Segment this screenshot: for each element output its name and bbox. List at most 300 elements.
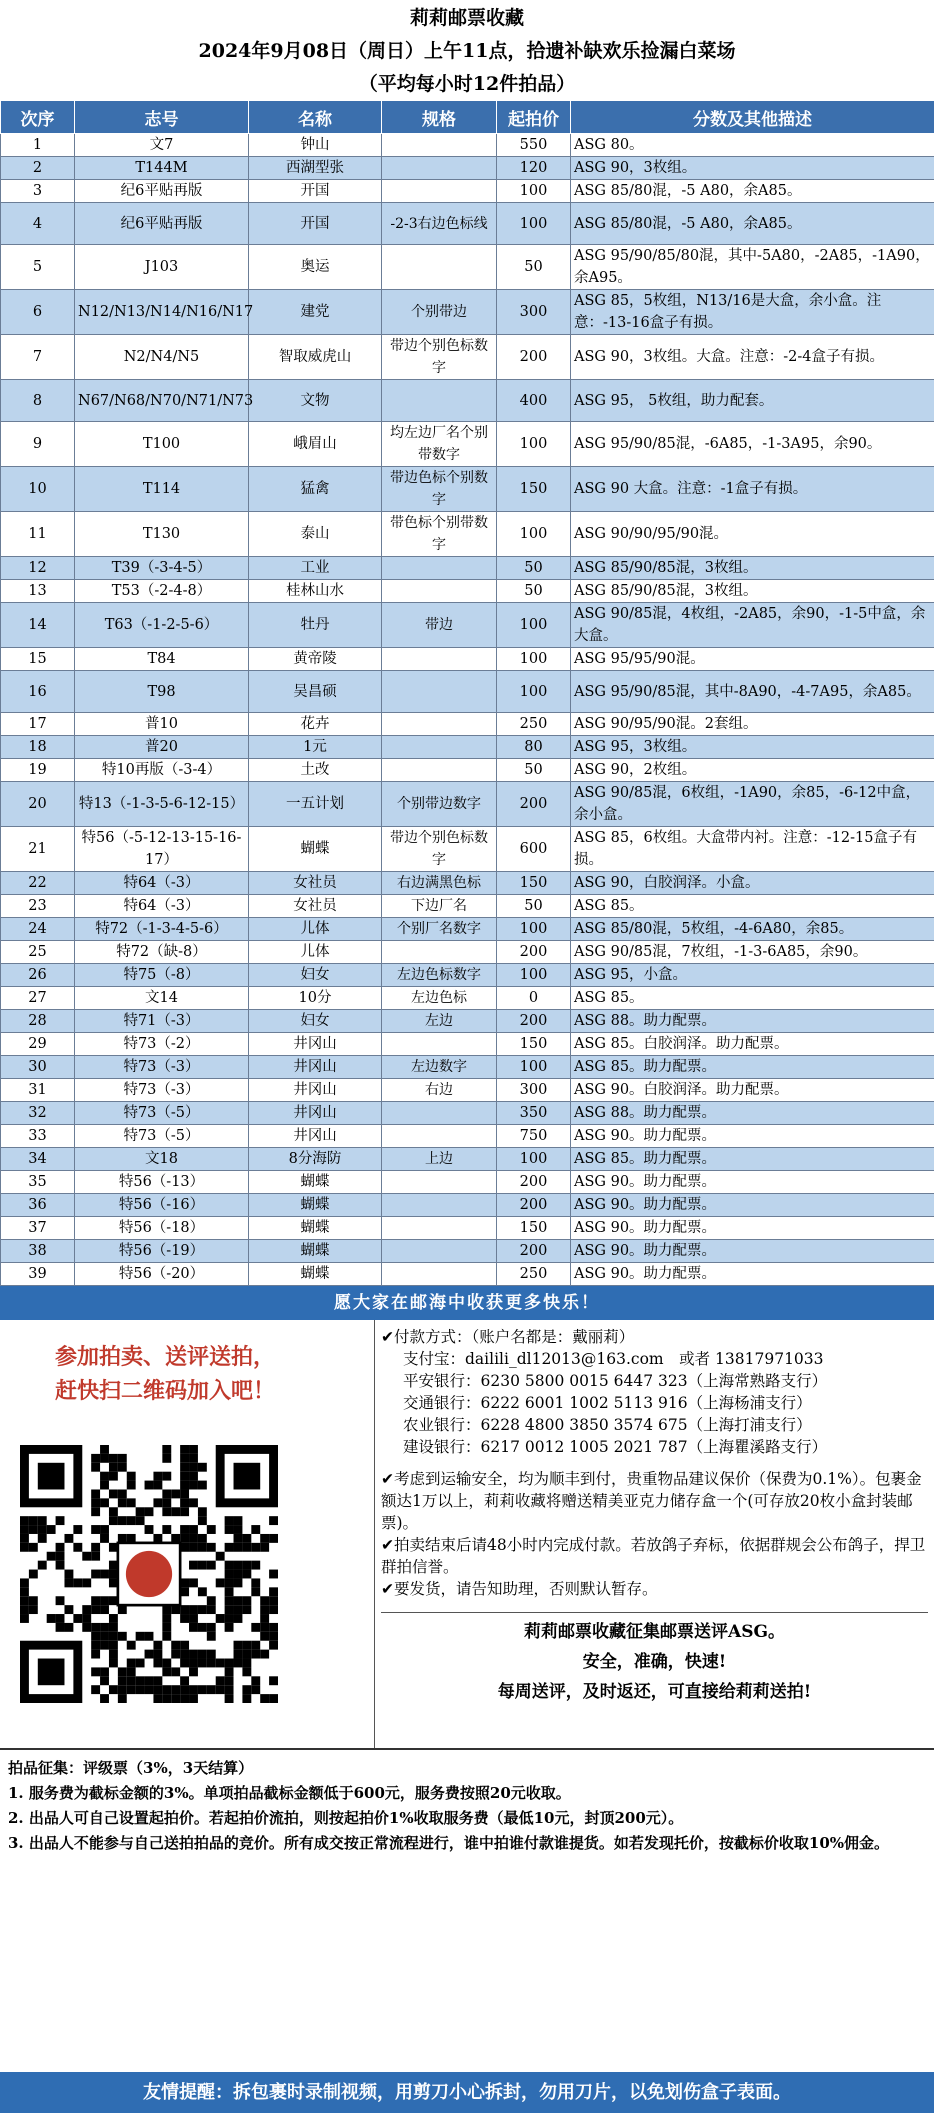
cell-name: 蝴蝶 [249, 1263, 382, 1286]
cell-code: 特73（-5） [75, 1102, 249, 1125]
cell-name: 女社员 [249, 895, 382, 918]
cell-desc: ASG 90。助力配票。 [571, 1263, 934, 1286]
cell-code: 特56（-13） [75, 1171, 249, 1194]
cell-code: 特73（-2） [75, 1033, 249, 1056]
cell-index: 31 [1, 1079, 75, 1102]
cell-index: 4 [1, 203, 75, 245]
cell-index: 37 [1, 1217, 75, 1240]
cell-code: 特64（-3） [75, 872, 249, 895]
table-row [1, 671, 934, 713]
cell-price: 300 [497, 1079, 571, 1102]
cell-desc: ASG 90/85混，7枚组，-1-3-6A85，余90。 [571, 941, 934, 964]
cell-desc: ASG 90，3枚组。大盒。注意：-2-4盒子有损。 [571, 335, 934, 380]
cell-price: 400 [497, 380, 571, 422]
cell-index: 38 [1, 1240, 75, 1263]
cell-index: 12 [1, 557, 75, 580]
cell-index: 9 [1, 422, 75, 467]
cell-index: 6 [1, 290, 75, 335]
cell-desc: ASG 88。助力配票。 [571, 1010, 934, 1033]
auction-subtitle: （平均每小时12件拍品） [358, 73, 576, 95]
col-name: 名称 [249, 101, 382, 134]
cell-code: 特56（-20） [75, 1263, 249, 1286]
cell-spec [382, 736, 497, 759]
cell-index: 1 [1, 134, 75, 157]
cell-code: 普10 [75, 713, 249, 736]
cell-index: 39 [1, 1263, 75, 1286]
cell-code: T53（-2-4-8） [75, 580, 249, 603]
cell-code: T84 [75, 648, 249, 671]
cell-desc: ASG 90。助力配票。 [571, 1240, 934, 1263]
payment-title: ✔付款方式：（账户名都是：戴丽莉） [381, 1328, 635, 1346]
cell-index: 26 [1, 964, 75, 987]
cell-index: 14 [1, 603, 75, 648]
cell-code: N2/N4/N5 [75, 335, 249, 380]
cell-spec: 带边个别色标数字 [382, 827, 497, 872]
cell-index: 11 [1, 512, 75, 557]
cell-name: 文物 [249, 380, 382, 422]
cell-index: 32 [1, 1102, 75, 1125]
rules-section [0, 1750, 934, 1862]
table-row [1, 1171, 934, 1194]
cell-spec [382, 180, 497, 203]
col-desc: 分数及其他描述 [571, 101, 934, 134]
cell-code: T100 [75, 422, 249, 467]
cell-name: 花卉 [249, 713, 382, 736]
cell-name: 1元 [249, 736, 382, 759]
cell-name: 泰山 [249, 512, 382, 557]
cell-name: 蝴蝶 [249, 1240, 382, 1263]
cell-spec [382, 134, 497, 157]
cell-index: 30 [1, 1056, 75, 1079]
cell-name: 黄帝陵 [249, 648, 382, 671]
cell-desc: ASG 85/80混，5枚组，-4-6A80，余85。 [571, 918, 934, 941]
cell-desc: ASG 85。助力配票。 [571, 1148, 934, 1171]
cell-price: 600 [497, 827, 571, 872]
cell-desc: ASG 85/80混，-5 A80，余A85。 [571, 180, 934, 203]
cell-spec: 左边数字 [382, 1056, 497, 1079]
cell-name: 蝴蝶 [249, 1194, 382, 1217]
table-row [1, 203, 934, 245]
cell-code: 特56（-19） [75, 1240, 249, 1263]
table-row [1, 987, 934, 1010]
friendly-tip: 友情提醒：拆包裹时录制视频，用剪刀小心拆封，勿用刀片，以免划伤盒子表面。 [0, 2072, 934, 2113]
cell-price: 100 [497, 512, 571, 557]
cell-price: 100 [497, 422, 571, 467]
cell-desc: ASG 85。白胶润泽。助力配票。 [571, 1033, 934, 1056]
cell-code: 文7 [75, 134, 249, 157]
table-row [1, 580, 934, 603]
cell-index: 35 [1, 1171, 75, 1194]
cell-name: 开国 [249, 203, 382, 245]
cell-price: 750 [497, 1125, 571, 1148]
cell-desc: ASG 85，5枚组，N13/16是大盒，余小盒。注意：-13-16盒子有损。 [571, 290, 934, 335]
cell-price: 150 [497, 872, 571, 895]
cell-desc: ASG 90/95/90混。2套组。 [571, 713, 934, 736]
cell-index: 15 [1, 648, 75, 671]
cell-name: 工业 [249, 557, 382, 580]
cell-price: 100 [497, 1056, 571, 1079]
cell-index: 10 [1, 467, 75, 512]
note-delivery: ✔要发货，请告知助理，否则默认暂存。 [381, 1580, 658, 1598]
table-row [1, 964, 934, 987]
table-row [1, 245, 934, 290]
rule-item: 2. 出品人可自己设置起拍价。若起拍价流拍，则按起拍价1%收取服务费（最低10元，封顶200元）。 [8, 1809, 684, 1827]
cell-desc: ASG 95，小盒。 [571, 964, 934, 987]
table-row [1, 648, 934, 671]
cell-name: 井冈山 [249, 1056, 382, 1079]
table-row [1, 380, 934, 422]
cell-price: 50 [497, 895, 571, 918]
cell-price: 100 [497, 180, 571, 203]
cell-desc: ASG 90，白胶润泽。小盒。 [571, 872, 934, 895]
cell-index: 19 [1, 759, 75, 782]
cell-spec: 带边色标个别数字 [382, 467, 497, 512]
cell-desc: ASG 85/90/85混，3枚组。 [571, 557, 934, 580]
payment-line: 农业银行：6228 4800 3850 3574 675（上海打浦支行） [403, 1416, 812, 1434]
table-row [1, 1125, 934, 1148]
cell-name: 猛禽 [249, 467, 382, 512]
cell-name: 10分 [249, 987, 382, 1010]
cell-spec [382, 1033, 497, 1056]
table-row [1, 1240, 934, 1263]
cell-code: 特73（-3） [75, 1079, 249, 1102]
cell-name: 土改 [249, 759, 382, 782]
cell-name: 牡丹 [249, 603, 382, 648]
cell-desc: ASG 85，6枚组。大盒带内衬。注意：-12-15盒子有损。 [571, 827, 934, 872]
cell-spec [382, 1263, 497, 1286]
cell-index: 33 [1, 1125, 75, 1148]
cell-index: 17 [1, 713, 75, 736]
table-row [1, 134, 934, 157]
table-row [1, 1102, 934, 1125]
note-payment-deadline: ✔拍卖结束后请48小时内完成付款。若放鸽子弃标，依据群规会公布鸽子，捍卫群拍信誉。 [381, 1536, 926, 1576]
col-spec: 规格 [382, 101, 497, 134]
cell-desc: ASG 85/90/85混，3枚组。 [571, 580, 934, 603]
table-row [1, 557, 934, 580]
cell-name: 钟山 [249, 134, 382, 157]
cell-price: 50 [497, 245, 571, 290]
cell-price: 200 [497, 1240, 571, 1263]
cell-spec: 上边 [382, 1148, 497, 1171]
table-row [1, 467, 934, 512]
header [0, 0, 934, 100]
cell-spec: -2-3右边色标线 [382, 203, 497, 245]
cell-name: 吴昌硕 [249, 671, 382, 713]
cell-name: 8分海防 [249, 1148, 382, 1171]
cell-index: 21 [1, 827, 75, 872]
cell-index: 23 [1, 895, 75, 918]
cell-desc: ASG 90/90/95/90混。 [571, 512, 934, 557]
table-row [1, 157, 934, 180]
cell-desc: ASG 90/85混，4枚组，-2A85，余90，-1-5中盒，余大盒。 [571, 603, 934, 648]
cell-desc: ASG 90，3枚组。 [571, 157, 934, 180]
cell-code: 特56（-18） [75, 1217, 249, 1240]
cell-desc: ASG 90。助力配票。 [571, 1194, 934, 1217]
cell-code: T144M [75, 157, 249, 180]
payment-line: 交通银行：6222 6001 1002 5113 916（上海杨浦支行） [403, 1394, 812, 1412]
cell-spec [382, 941, 497, 964]
table-row [1, 603, 934, 648]
cell-price: 200 [497, 1194, 571, 1217]
cell-spec: 均左边厂名个别带数字 [382, 422, 497, 467]
cell-desc: ASG 85。 [571, 987, 934, 1010]
cell-code: T63（-1-2-5-6） [75, 603, 249, 648]
cell-price: 50 [497, 759, 571, 782]
cell-name: 井冈山 [249, 1125, 382, 1148]
cell-desc: ASG 90，2枚组。 [571, 759, 934, 782]
table-row [1, 1148, 934, 1171]
cell-price: 300 [497, 290, 571, 335]
cell-name: 井冈山 [249, 1079, 382, 1102]
cell-name: 井冈山 [249, 1102, 382, 1125]
cell-index: 5 [1, 245, 75, 290]
cell-index: 3 [1, 180, 75, 203]
cell-index: 28 [1, 1010, 75, 1033]
cell-spec [382, 1125, 497, 1148]
cell-name: 开国 [249, 180, 382, 203]
cell-name: 儿体 [249, 941, 382, 964]
cell-code: 特13（-1-3-5-6-12-15） [75, 782, 249, 827]
note-shipping: ✔考虑到运输安全，均为顺丰到付，贵重物品建议保价（保费为0.1%）。包裹金额达1万以上，莉莉收藏将赠送精美亚克力储存盒一个(可存放20枚小盒封装邮票)。 [381, 1470, 922, 1532]
lot-table [0, 100, 934, 1286]
cell-spec [382, 671, 497, 713]
cell-name: 女社员 [249, 872, 382, 895]
cell-index: 13 [1, 580, 75, 603]
cell-index: 18 [1, 736, 75, 759]
table-row [1, 1033, 934, 1056]
cell-price: 200 [497, 335, 571, 380]
cell-desc: ASG 80。 [571, 134, 934, 157]
cell-desc: ASG 90。白胶润泽。助力配票。 [571, 1079, 934, 1102]
cell-code: 特71（-3） [75, 1010, 249, 1033]
cell-price: 100 [497, 203, 571, 245]
cell-index: 16 [1, 671, 75, 713]
payment-line: 平安银行：6230 5800 0015 6447 323（上海常熟路支行） [403, 1372, 828, 1390]
cell-spec: 左边色标数字 [382, 964, 497, 987]
col-price: 起拍价 [497, 101, 571, 134]
cell-price: 200 [497, 782, 571, 827]
cell-code: T39（-3-4-5） [75, 557, 249, 580]
cell-name: 蝴蝶 [249, 827, 382, 872]
cell-desc: ASG 90 大盒。注意：-1盒子有损。 [571, 467, 934, 512]
cell-spec: 右边满黑色标 [382, 872, 497, 895]
cell-index: 8 [1, 380, 75, 422]
cell-code: 特72（缺-8） [75, 941, 249, 964]
cell-name: 儿体 [249, 918, 382, 941]
cell-name: 西湖型张 [249, 157, 382, 180]
cell-spec: 左边 [382, 1010, 497, 1033]
table-row [1, 1010, 934, 1033]
cell-price: 200 [497, 1171, 571, 1194]
cell-price: 350 [497, 1102, 571, 1125]
join-line-1: 参加拍卖、送评送拍， [55, 1344, 276, 1370]
cell-desc: ASG 85。 [571, 895, 934, 918]
cell-spec: 带色标个别带数字 [382, 512, 497, 557]
table-row [1, 782, 934, 827]
cell-spec [382, 759, 497, 782]
cell-code: 文18 [75, 1148, 249, 1171]
payment-panel [375, 1320, 934, 1748]
cell-spec [382, 1171, 497, 1194]
cell-price: 100 [497, 918, 571, 941]
cell-spec [382, 157, 497, 180]
col-code: 志号 [75, 101, 249, 134]
shop-title: 莉莉邮票收藏 [409, 7, 524, 29]
cell-desc: ASG 95/90/85/80混，其中-5A80，-2A85，-1A90，余A95。 [571, 245, 934, 290]
slogan-bar: 愿大家在邮海中收获更多快乐！ [0, 1286, 934, 1320]
cell-index: 20 [1, 782, 75, 827]
table-row [1, 1056, 934, 1079]
payment-line: 支付宝：dailili_dl12013@163.com 或者 13817971033 [403, 1350, 824, 1368]
cell-code: 特64（-3） [75, 895, 249, 918]
cell-price: 200 [497, 941, 571, 964]
table-row [1, 827, 934, 872]
cell-price: 150 [497, 1217, 571, 1240]
rule-item: 3. 出品人不能参与自己送拍拍品的竞价。所有成交按正常流程进行，谁中拍谁付款谁提货。如若发现托价，按截标价收取10%佣金。 [8, 1834, 890, 1852]
cell-desc: ASG 95/90/85混，其中-8A90，-4-7A95，余A85。 [571, 671, 934, 713]
auction-title: 2024年9月08日（周日）上午11点，拾遗补缺欢乐捡漏白菜场 [198, 40, 736, 62]
cell-name: 一五计划 [249, 782, 382, 827]
info-section [0, 1320, 934, 1750]
cell-code: 特72（-1-3-4-5-6） [75, 918, 249, 941]
cell-spec: 带边个别色标数字 [382, 335, 497, 380]
cell-price: 250 [497, 1263, 571, 1286]
table-row [1, 759, 934, 782]
cell-name: 蝴蝶 [249, 1171, 382, 1194]
cell-price: 100 [497, 1148, 571, 1171]
cell-price: 200 [497, 1010, 571, 1033]
cell-spec: 右边 [382, 1079, 497, 1102]
cell-price: 80 [497, 736, 571, 759]
cell-code: 特56（-16） [75, 1194, 249, 1217]
cell-desc: ASG 88。助力配票。 [571, 1102, 934, 1125]
cell-spec [382, 580, 497, 603]
cell-price: 100 [497, 964, 571, 987]
cell-code: T114 [75, 467, 249, 512]
cell-spec [382, 380, 497, 422]
cell-name: 妇女 [249, 1010, 382, 1033]
cell-price: 150 [497, 467, 571, 512]
table-row [1, 1263, 934, 1286]
cell-spec [382, 1240, 497, 1263]
table-row [1, 1079, 934, 1102]
cell-code: 特73（-3） [75, 1056, 249, 1079]
cell-desc: ASG 90。助力配票。 [571, 1171, 934, 1194]
table-header [1, 101, 934, 134]
cell-spec [382, 557, 497, 580]
recruit-line-3: 每周送评，及时返还，可直接给莉莉送拍! [497, 1682, 812, 1702]
cell-desc: ASG 95， 5枚组，助力配套。 [571, 380, 934, 422]
cell-index: 25 [1, 941, 75, 964]
cell-price: 150 [497, 1033, 571, 1056]
cell-code: T98 [75, 671, 249, 713]
join-panel [0, 1320, 375, 1748]
cell-price: 50 [497, 557, 571, 580]
table-row [1, 1194, 934, 1217]
cell-spec [382, 1194, 497, 1217]
cell-spec [382, 648, 497, 671]
cell-index: 2 [1, 157, 75, 180]
recruit-box [381, 1612, 928, 1707]
join-line-2: 赶快扫二维码加入吧！ [55, 1378, 276, 1404]
cell-spec [382, 245, 497, 290]
table-row [1, 180, 934, 203]
cell-name: 蝴蝶 [249, 1217, 382, 1240]
cell-code: 特10再版（-3-4） [75, 759, 249, 782]
col-index: 次序 [1, 101, 75, 134]
cell-code: N67/N68/N70/N71/N73 [75, 380, 249, 422]
cell-code: 特56（-5-12-13-15-16-17） [75, 827, 249, 872]
cell-code: 特75（-8） [75, 964, 249, 987]
cell-spec [382, 1217, 497, 1240]
cell-code: 纪6平贴再版 [75, 203, 249, 245]
cell-index: 36 [1, 1194, 75, 1217]
cell-index: 22 [1, 872, 75, 895]
cell-spec [382, 1102, 497, 1125]
cell-desc: ASG 90/85混，6枚组，-1A90，余85，-6-12中盒，余小盒。 [571, 782, 934, 827]
table-row [1, 941, 934, 964]
cell-desc: ASG 85/80混，-5 A80，余A85。 [571, 203, 934, 245]
cell-price: 550 [497, 134, 571, 157]
cell-spec: 个别带边数字 [382, 782, 497, 827]
cell-name: 建党 [249, 290, 382, 335]
cell-spec: 带边 [382, 603, 497, 648]
payment-line: 建设银行：6217 0012 1005 2021 787（上海瞿溪路支行） [403, 1438, 828, 1456]
table-row [1, 895, 934, 918]
cell-index: 7 [1, 335, 75, 380]
cell-price: 50 [497, 580, 571, 603]
cell-index: 29 [1, 1033, 75, 1056]
cell-price: 100 [497, 671, 571, 713]
table-row [1, 918, 934, 941]
cell-index: 24 [1, 918, 75, 941]
table-row [1, 713, 934, 736]
cell-code: N12/N13/N14/N16/N17 [75, 290, 249, 335]
cell-name: 桂林山水 [249, 580, 382, 603]
cell-name: 奥运 [249, 245, 382, 290]
table-row [1, 872, 934, 895]
cell-code: 文14 [75, 987, 249, 1010]
cell-code: 普20 [75, 736, 249, 759]
rule-item: 1. 服务费为截标金额的3%。单项拍品截标金额低于600元，服务费按照20元收取。 [8, 1784, 571, 1802]
table-row [1, 1217, 934, 1240]
cell-index: 27 [1, 987, 75, 1010]
cell-price: 100 [497, 648, 571, 671]
cell-spec [382, 713, 497, 736]
cell-desc: ASG 85。助力配票。 [571, 1056, 934, 1079]
cell-spec: 个别带边 [382, 290, 497, 335]
cell-code: 纪6平贴再版 [75, 180, 249, 203]
cell-index: 34 [1, 1148, 75, 1171]
table-row [1, 512, 934, 557]
cell-code: 特73（-5） [75, 1125, 249, 1148]
table-row [1, 736, 934, 759]
table-row [1, 422, 934, 467]
cell-desc: ASG 90。助力配票。 [571, 1217, 934, 1240]
cell-desc: ASG 95/95/90混。 [571, 648, 934, 671]
cell-spec: 个别厂名数字 [382, 918, 497, 941]
cell-code: T130 [75, 512, 249, 557]
cell-name: 妇女 [249, 964, 382, 987]
table-row [1, 290, 934, 335]
qr-code-icon[interactable] [20, 1445, 278, 1703]
cell-spec: 左边色标 [382, 987, 497, 1010]
cell-price: 100 [497, 603, 571, 648]
cell-name: 峨眉山 [249, 422, 382, 467]
cell-code: J103 [75, 245, 249, 290]
table-row [1, 335, 934, 380]
cell-name: 井冈山 [249, 1033, 382, 1056]
